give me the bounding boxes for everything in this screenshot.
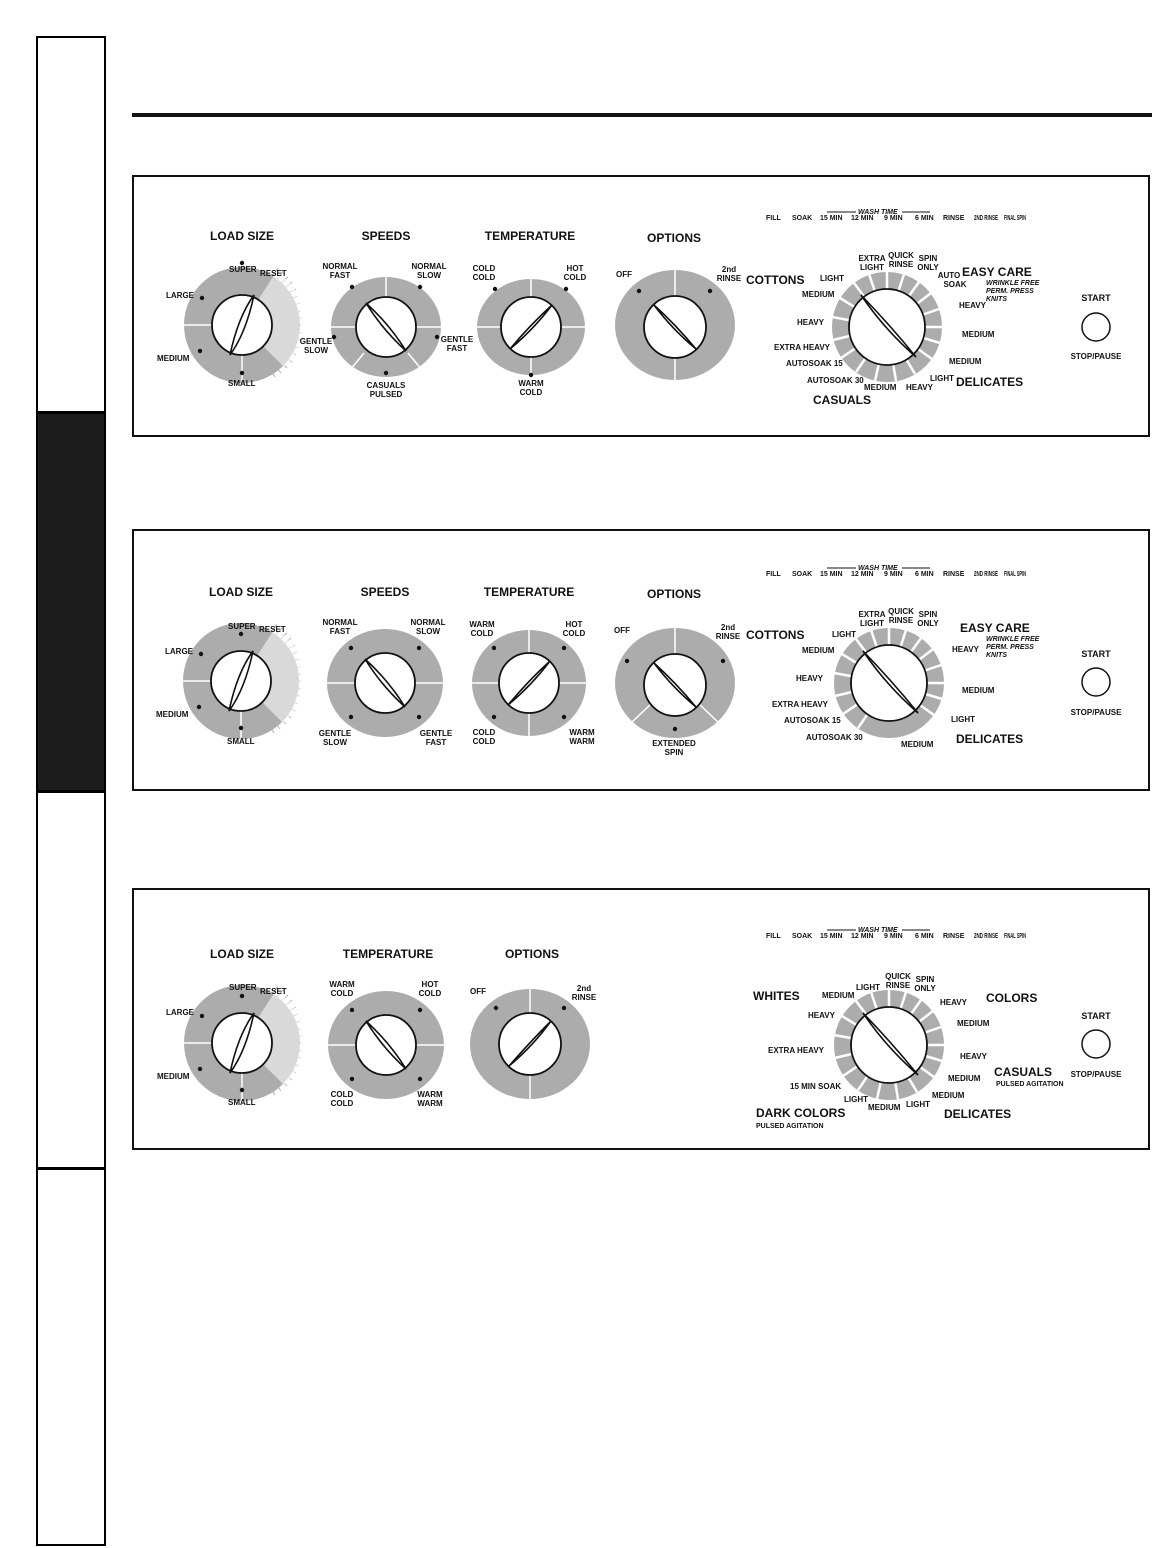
svg-text:PERM. PRESS: PERM. PRESS [986,288,1034,295]
svg-text:HEAVY: HEAVY [952,645,979,654]
svg-text:OFF: OFF [616,270,632,279]
svg-text:COLD: COLD [472,737,496,746]
group-dark-colors: DARK COLORS [756,1106,846,1120]
svg-text:PERM. PRESS: PERM. PRESS [986,644,1034,651]
svg-text:GENTLE: GENTLE [299,337,333,346]
svg-text:9 MIN: 9 MIN [884,571,903,578]
svg-text:6 MIN: 6 MIN [915,933,934,940]
sidebar-tab-divider [38,790,106,793]
wash-time-label: WASH TIME [858,565,898,572]
svg-text:RINSE: RINSE [943,933,965,940]
svg-text:FAST: FAST [329,627,351,636]
temperature-dial[interactable] [473,229,587,397]
svg-text:AUTOSOAK 30: AUTOSOAK 30 [807,376,864,385]
svg-text:MEDIUM: MEDIUM [157,1072,190,1081]
svg-text:SMALL: SMALL [228,1098,256,1107]
svg-text:LIGHT: LIGHT [832,630,856,639]
svg-text:KNITS: KNITS [986,296,1007,303]
svg-text:FAST: FAST [425,738,447,747]
svg-text:RINSE: RINSE [715,632,741,641]
svg-text:RINSE: RINSE [571,993,597,1002]
svg-text:COLD: COLD [470,629,494,638]
cycle-dial[interactable] [834,628,944,738]
svg-text:START: START [1081,1011,1111,1021]
cycle-dial[interactable] [832,272,942,382]
svg-text:RINSE: RINSE [943,571,965,578]
svg-text:LIGHT: LIGHT [906,1100,930,1109]
speeds-dial[interactable] [319,585,453,747]
svg-text:LARGE: LARGE [165,647,193,656]
svg-text:QUICK: QUICK [885,972,911,981]
svg-text:9 MIN: 9 MIN [884,933,903,940]
svg-text:SUPER: SUPER [228,622,256,631]
cycle-timeline [766,209,1026,222]
svg-text:MEDIUM: MEDIUM [957,1019,990,1028]
svg-text:PULSED AGITATION: PULSED AGITATION [756,1123,824,1130]
svg-text:MEDIUM: MEDIUM [864,383,897,392]
svg-text:LIGHT: LIGHT [820,274,844,283]
sidebar-tab-divider [38,1167,106,1170]
svg-text:WARM: WARM [417,1099,443,1108]
group-cottons: COTTONS [746,628,805,642]
svg-text:MEDIUM: MEDIUM [962,686,995,695]
svg-text:SPIN: SPIN [918,610,938,619]
cycle-dial[interactable] [834,990,944,1100]
svg-text:MEDIUM: MEDIUM [802,646,835,655]
svg-text:MEDIUM: MEDIUM [949,357,982,366]
svg-text:SPIN: SPIN [664,748,684,757]
svg-text:FILL: FILL [766,571,781,578]
options-dial[interactable] [615,231,742,380]
svg-text:SUPER: SUPER [229,265,257,274]
svg-text:MEDIUM: MEDIUM [948,1074,981,1083]
group-casuals: CASUALS [813,393,872,407]
wash-time-label: WASH TIME [858,209,898,216]
group-delicates: DELICATES [956,375,1024,389]
cycle-timeline [766,927,1026,940]
temperature-dial[interactable] [328,947,444,1108]
load-size-dial[interactable] [157,229,305,388]
svg-text:2nd: 2nd [721,265,737,274]
svg-text:FINAL SPIN: FINAL SPIN [1004,933,1026,940]
svg-text:HEAVY: HEAVY [940,998,967,1007]
svg-text:COLD: COLD [472,273,496,282]
svg-text:ONLY: ONLY [917,619,939,628]
svg-text:GENTLE: GENTLE [419,729,453,738]
svg-text:AUTOSOAK 15: AUTOSOAK 15 [784,716,841,725]
svg-text:LIGHT: LIGHT [860,619,884,628]
svg-text:ONLY: ONLY [917,263,939,272]
svg-text:WARM: WARM [569,728,595,737]
svg-text:MEDIUM: MEDIUM [157,354,190,363]
svg-text:EXTENDED: EXTENDED [652,739,696,748]
group-delicates: DELICATES [956,732,1024,746]
svg-text:SMALL: SMALL [227,737,255,746]
svg-text:15 MIN: 15 MIN [820,571,843,578]
dial-title: LOAD SIZE [208,585,274,599]
group-easy-care: EASY CARE [962,265,1032,279]
svg-text:COLD: COLD [472,728,496,737]
svg-text:15 MIN: 15 MIN [820,215,843,222]
svg-text:GENTLE: GENTLE [318,729,352,738]
svg-text:MEDIUM: MEDIUM [868,1103,901,1112]
svg-text:FINAL SPIN: FINAL SPIN [1004,571,1026,578]
sidebar-tab-divider [38,411,106,414]
options-dial[interactable] [470,947,597,1099]
dial-title: OPTIONS [504,947,560,961]
svg-text:HEAVY: HEAVY [906,383,933,392]
group-colors: COLORS [986,991,1038,1005]
group-cottons: COTTONS [746,273,805,287]
svg-text:HEAVY: HEAVY [797,318,824,327]
svg-text:WRINKLE FREE: WRINKLE FREE [986,636,1040,643]
svg-text:GENTLE: GENTLE [440,335,474,344]
svg-text:6 MIN: 6 MIN [915,571,934,578]
svg-text:SOAK: SOAK [792,571,813,578]
svg-text:FILL: FILL [766,215,781,222]
svg-text:NORMAL: NORMAL [322,618,358,627]
dial-title: TEMPERATURE [484,229,576,243]
svg-text:WARM: WARM [469,620,495,629]
svg-text:6 MIN: 6 MIN [915,215,934,222]
svg-text:START: START [1081,293,1111,303]
svg-text:NORMAL: NORMAL [411,262,447,271]
svg-text:LIGHT: LIGHT [930,374,954,383]
svg-text:2ND RINSE: 2ND RINSE [974,215,999,222]
svg-text:15 MIN SOAK: 15 MIN SOAK [790,1082,842,1091]
svg-text:12 MIN: 12 MIN [851,933,874,940]
svg-text:LARGE: LARGE [166,291,194,300]
svg-text:SOAK: SOAK [792,215,813,222]
load-size-dial[interactable] [157,947,305,1107]
svg-text:NORMAL: NORMAL [410,618,446,627]
svg-text:COLD: COLD [563,273,587,282]
svg-text:LIGHT: LIGHT [856,983,880,992]
control-panel-2 [132,529,1150,791]
svg-text:MEDIUM: MEDIUM [156,710,189,719]
group-easy-care: EASY CARE [960,621,1030,635]
svg-text:HEAVY: HEAVY [808,1011,835,1020]
svg-text:COLD: COLD [418,989,442,998]
svg-text:CASUALS: CASUALS [366,381,406,390]
svg-text:MEDIUM: MEDIUM [932,1091,965,1100]
wash-time-label: WASH TIME [858,927,898,934]
svg-text:9 MIN: 9 MIN [884,215,903,222]
svg-text:EXTRA: EXTRA [858,254,886,263]
svg-text:LIGHT: LIGHT [860,263,884,272]
group-delicates: DELICATES [944,1107,1012,1121]
svg-text:SLOW: SLOW [416,627,440,636]
start-button[interactable] [1071,1011,1122,1079]
svg-text:OFF: OFF [470,987,486,996]
svg-text:MEDIUM: MEDIUM [822,991,855,1000]
svg-text:HEAVY: HEAVY [959,301,986,310]
start-button[interactable] [1071,649,1122,717]
svg-text:SUPER: SUPER [229,983,257,992]
dial-title: OPTIONS [646,587,702,601]
svg-text:HOT: HOT [566,264,584,273]
temperature-dial[interactable] [469,585,595,746]
svg-text:HOT: HOT [421,980,439,989]
svg-text:COLD: COLD [330,1090,354,1099]
svg-text:LIGHT: LIGHT [951,715,975,724]
svg-text:HEAVY: HEAVY [796,674,823,683]
group-whites: WHITES [753,989,800,1003]
svg-text:SPIN: SPIN [918,254,938,263]
svg-text:COLD: COLD [330,989,354,998]
svg-text:AUTOSOAK 30: AUTOSOAK 30 [806,733,863,742]
svg-text:EXTRA HEAVY: EXTRA HEAVY [772,700,829,709]
svg-text:EXTRA: EXTRA [858,610,886,619]
svg-text:EXTRA HEAVY: EXTRA HEAVY [774,343,831,352]
svg-text:AUTO: AUTO [937,271,961,280]
svg-text:2nd: 2nd [720,623,736,632]
dial-title: SPEEDS [360,585,410,599]
svg-text:SOAK: SOAK [943,280,967,289]
svg-text:FINAL SPIN: FINAL SPIN [1004,215,1026,222]
load-size-dial[interactable] [156,585,304,746]
svg-text:RINSE: RINSE [716,274,742,283]
cycle-timeline [766,565,1026,578]
svg-text:QUICK: QUICK [888,251,914,260]
svg-text:RESET: RESET [259,625,286,634]
svg-text:SLOW: SLOW [304,346,328,355]
svg-text:NORMAL: NORMAL [322,262,358,271]
svg-text:EXTRA HEAVY: EXTRA HEAVY [768,1046,825,1055]
svg-text:ONLY: ONLY [914,984,936,993]
svg-text:2ND RINSE: 2ND RINSE [974,571,999,578]
svg-text:COLD: COLD [472,264,496,273]
svg-text:STOP/PAUSE: STOP/PAUSE [1070,352,1122,361]
svg-text:WARM: WARM [329,980,355,989]
svg-text:MEDIUM: MEDIUM [901,740,934,749]
svg-text:SOAK: SOAK [792,933,813,940]
svg-text:PULSED AGITATION: PULSED AGITATION [996,1081,1064,1088]
dial-title: LOAD SIZE [209,947,275,961]
svg-text:FAST: FAST [329,271,351,280]
svg-text:RINSE: RINSE [885,981,911,990]
control-panel-3 [132,888,1150,1150]
svg-text:KNITS: KNITS [986,652,1007,659]
svg-text:WARM: WARM [417,1090,443,1099]
sidebar-tab-active [38,413,104,790]
svg-text:HEAVY: HEAVY [960,1052,987,1061]
svg-text:WRINKLE FREE: WRINKLE FREE [986,280,1040,287]
svg-text:WARM: WARM [518,379,544,388]
svg-text:SPIN: SPIN [915,975,935,984]
header-rule [132,113,1152,117]
dial-title: TEMPERATURE [483,585,575,599]
svg-text:MEDIUM: MEDIUM [962,330,995,339]
dial-title: SPEEDS [361,229,411,243]
svg-text:2ND RINSE: 2ND RINSE [974,933,999,940]
options-dial[interactable] [614,587,741,757]
svg-text:MEDIUM: MEDIUM [802,290,835,299]
svg-text:SLOW: SLOW [323,738,347,747]
svg-text:SLOW: SLOW [417,271,441,280]
svg-text:SMALL: SMALL [228,379,256,388]
svg-text:RESET: RESET [260,269,287,278]
svg-text:12 MIN: 12 MIN [851,215,874,222]
svg-text:PULSED: PULSED [369,390,403,399]
group-casuals: CASUALS [994,1065,1053,1079]
svg-text:RESET: RESET [260,987,287,996]
control-panel-1 [132,175,1150,437]
svg-text:LIGHT: LIGHT [844,1095,868,1104]
dial-title: LOAD SIZE [209,229,275,243]
svg-text:FAST: FAST [446,344,468,353]
svg-text:OFF: OFF [614,626,630,635]
svg-text:STOP/PAUSE: STOP/PAUSE [1070,708,1122,717]
svg-text:STOP/PAUSE: STOP/PAUSE [1070,1070,1122,1079]
start-button[interactable] [1071,293,1122,361]
dial-title: OPTIONS [646,231,702,245]
svg-text:RINSE: RINSE [943,215,965,222]
svg-text:AUTOSOAK 15: AUTOSOAK 15 [786,359,843,368]
svg-text:WARM: WARM [569,737,595,746]
svg-text:COLD: COLD [519,388,543,397]
svg-text:RINSE: RINSE [888,616,914,625]
svg-text:FILL: FILL [766,933,781,940]
svg-text:LARGE: LARGE [166,1008,194,1017]
svg-text:START: START [1081,649,1111,659]
svg-text:HOT: HOT [565,620,583,629]
svg-text:15 MIN: 15 MIN [820,933,843,940]
svg-text:COLD: COLD [330,1099,354,1108]
svg-text:12 MIN: 12 MIN [851,571,874,578]
svg-text:COLD: COLD [562,629,586,638]
svg-text:2nd: 2nd [576,984,592,993]
svg-text:QUICK: QUICK [888,607,914,616]
svg-text:RINSE: RINSE [888,260,914,269]
speeds-dial[interactable] [300,229,474,399]
dial-title: TEMPERATURE [342,947,434,961]
